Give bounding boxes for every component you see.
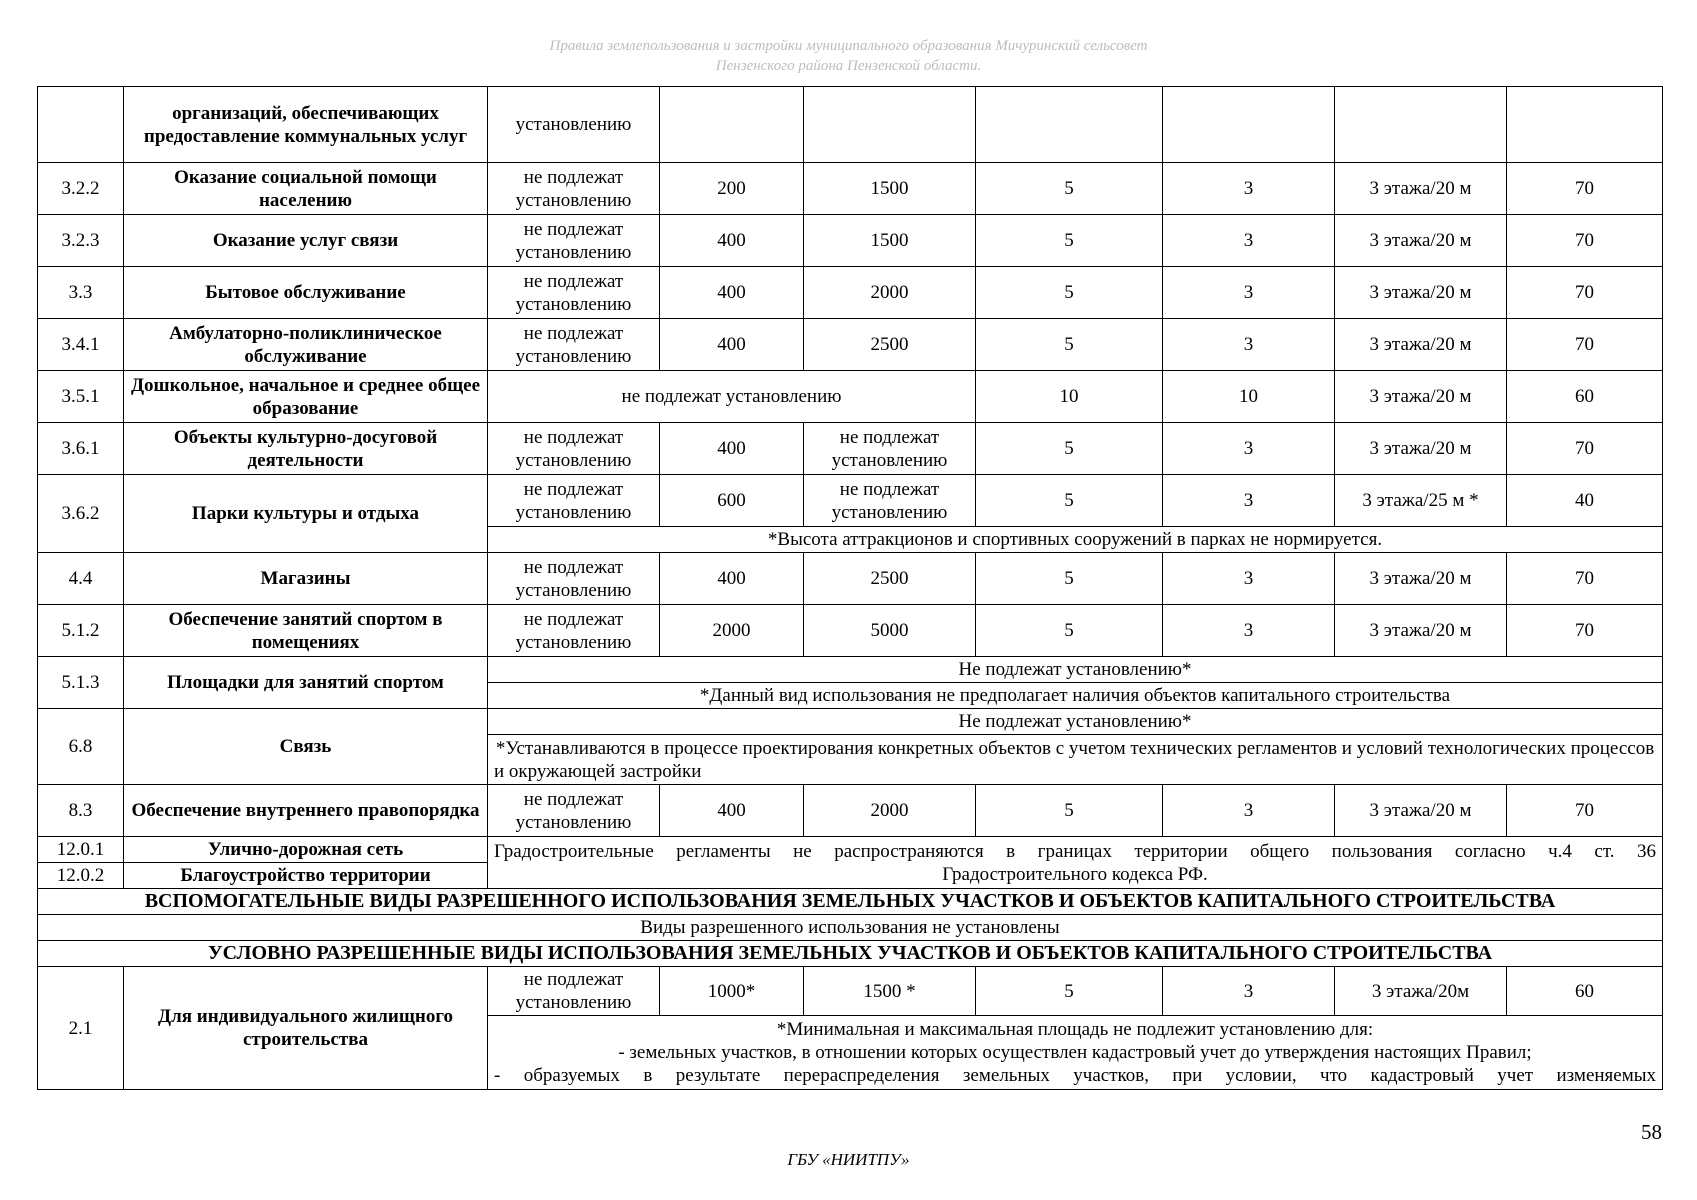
table-row xyxy=(38,837,1663,863)
use-name: Дошкольное, начальное и среднее общее образование xyxy=(124,371,488,423)
min-width-cell: не подлежат установлению xyxy=(488,967,660,1016)
use-name: Площадки для занятий спортом xyxy=(124,657,488,709)
percent-cell: 70 xyxy=(1507,423,1663,475)
use-name: Магазины xyxy=(124,553,488,605)
max-area-cell: не подлежат установлению xyxy=(804,423,976,475)
indent-cell: 3 xyxy=(1163,785,1335,837)
indent-cell: 3 xyxy=(1163,215,1335,267)
merged-cell: не подлежат установлению xyxy=(488,371,976,423)
table-row xyxy=(38,215,1663,267)
indent-cell: 10 xyxy=(976,371,1163,423)
table-row xyxy=(38,709,1663,735)
merged-cell: Не подлежат установлению* xyxy=(488,657,1663,683)
code-cell: 2.1 xyxy=(38,967,124,1090)
indent-cell: 5 xyxy=(976,605,1163,657)
code-cell xyxy=(38,87,124,163)
percent-cell: 70 xyxy=(1507,215,1663,267)
table-row xyxy=(38,475,1663,527)
indent-cell: 3 xyxy=(1163,423,1335,475)
height-cell: 3 этажа/20м xyxy=(1335,967,1507,1016)
use-name: Улично-дорожная сеть xyxy=(124,837,488,863)
min-width-cell: не подлежат установлению xyxy=(488,553,660,605)
min-area-cell: 400 xyxy=(660,785,804,837)
min-area-cell: 400 xyxy=(660,553,804,605)
indent-cell: 3 xyxy=(1163,967,1335,1016)
indent-cell: 5 xyxy=(976,319,1163,371)
use-name: Обеспечение внутреннего правопорядка xyxy=(124,785,488,837)
max-area-cell: 1500 * xyxy=(804,967,976,1016)
height-cell: 3 этажа/20 м xyxy=(1335,163,1507,215)
height-cell: 3 этажа/20 м xyxy=(1335,267,1507,319)
height-cell: 3 этажа/20 м xyxy=(1335,605,1507,657)
section-title-conditional: УСЛОВНО РАЗРЕШЕННЫЕ ВИДЫ ИСПОЛЬЗОВАНИЯ ЗЕМЕЛЬНЫХ УЧАСТКОВ И ОБЪЕКТОВ КАПИТАЛЬНОГО СТРОИТЕЛЬСТВА xyxy=(38,941,1663,967)
running-header xyxy=(0,36,1697,76)
height-cell: 3 этажа/20 м xyxy=(1335,423,1507,475)
header-line-2: Пензенского района Пензенской области. xyxy=(715,58,982,74)
percent-cell: 40 xyxy=(1507,475,1663,527)
max-area-cell: 2500 xyxy=(804,319,976,371)
min-area-cell: 600 xyxy=(660,475,804,527)
header-line-1: Правила землепользования и застройки муниципального образования Мичуринский сельсовет xyxy=(549,38,1148,54)
max-area-cell: 2500 xyxy=(804,553,976,605)
min-area-cell: 2000 xyxy=(660,605,804,657)
percent-cell: 60 xyxy=(1507,371,1663,423)
footer-organization: ГБУ «НИИТПУ» xyxy=(787,1150,910,1169)
max-area-cell: 5000 xyxy=(804,605,976,657)
height-cell: 3 этажа/20 м xyxy=(1335,371,1507,423)
max-area-cell: 1500 xyxy=(804,163,976,215)
max-area-cell: 2000 xyxy=(804,785,976,837)
use-name: Благоустройство территории xyxy=(124,863,488,889)
min-area-cell: 400 xyxy=(660,215,804,267)
indent-cell: 3 xyxy=(1163,267,1335,319)
regulations-table xyxy=(37,86,1663,1090)
code-cell: 4.4 xyxy=(38,553,124,605)
code-cell: 3.5.1 xyxy=(38,371,124,423)
code-cell: 3.6.1 xyxy=(38,423,124,475)
min-width-cell: не подлежат установлению xyxy=(488,163,660,215)
indent-cell: 3 xyxy=(1163,553,1335,605)
indent-cell: 5 xyxy=(976,553,1163,605)
indent-cell: 3 xyxy=(1163,319,1335,371)
percent-cell: 70 xyxy=(1507,605,1663,657)
code-cell: 12.0.2 xyxy=(38,863,124,889)
regulation-note-line-1: Градостроительные регламенты не распространяются в границах территории общего пользования согласно ч.4 ст. 36 xyxy=(494,840,1656,862)
indent-cell: 10 xyxy=(1163,371,1335,423)
table-row xyxy=(38,267,1663,319)
percent-cell: 70 xyxy=(1507,319,1663,371)
max-area-cell: 1500 xyxy=(804,215,976,267)
code-cell: 5.1.2 xyxy=(38,605,124,657)
table-row xyxy=(38,605,1663,657)
table-row xyxy=(38,553,1663,605)
merged-cell: Не подлежат установлению* xyxy=(488,709,1663,735)
indent-cell: 5 xyxy=(976,423,1163,475)
code-cell: 3.3 xyxy=(38,267,124,319)
section-note: Виды разрешенного использования не установлены xyxy=(38,915,1663,941)
use-name: Парки культуры и отдыха xyxy=(124,475,488,553)
code-cell: 8.3 xyxy=(38,785,124,837)
min-area-cell: 200 xyxy=(660,163,804,215)
code-cell: 5.1.3 xyxy=(38,657,124,709)
footnote-line-2: - земельных участков, в отношении которых осуществлен кадастровый учет до утверждения настоящих Правил; xyxy=(618,1042,1532,1063)
indent-cell: 3 xyxy=(1163,605,1335,657)
max-area-cell: не подлежат установлению xyxy=(804,475,976,527)
indent-cell: 5 xyxy=(976,215,1163,267)
min-width-cell: не подлежат установлению xyxy=(488,605,660,657)
min-width-cell: не подлежат установлению xyxy=(488,475,660,527)
height-cell: 3 этажа/20 м xyxy=(1335,785,1507,837)
table-row xyxy=(38,941,1663,967)
height-cell: 3 этажа/20 м xyxy=(1335,215,1507,267)
code-cell: 3.6.2 xyxy=(38,475,124,553)
min-area-cell: 400 xyxy=(660,267,804,319)
code-cell: 6.8 xyxy=(38,709,124,785)
min-width-cell: не подлежат установлению xyxy=(488,267,660,319)
table-row xyxy=(38,319,1663,371)
percent-cell: 60 xyxy=(1507,967,1663,1016)
percent-cell: 70 xyxy=(1507,163,1663,215)
min-area-cell: 400 xyxy=(660,319,804,371)
indent-cell: 5 xyxy=(976,163,1163,215)
indent-cell: 3 xyxy=(1163,163,1335,215)
footnote-cell: *Высота аттракционов и спортивных сооружений в парках не нормируется. xyxy=(488,527,1663,553)
use-name: Объекты культурно-досуговой деятельности xyxy=(124,423,488,475)
table-row xyxy=(38,87,1663,163)
use-name: Связь xyxy=(124,709,488,785)
use-name: Оказание услуг связи xyxy=(124,215,488,267)
table-row xyxy=(38,889,1663,915)
footnote-cell: *Устанавливаются в процессе проектирования конкретных объектов с учетом технических регламентов и условий технологических процессов и окружающей застройки xyxy=(488,735,1663,785)
footnote-cell: *Данный вид использования не предполагает наличия объектов капитального строительства xyxy=(488,683,1663,709)
footnote-line-1: *Минимальная и максимальная площадь не подлежит установлению для: xyxy=(776,1019,1374,1040)
use-name: организаций, обеспечивающих предоставление коммунальных услуг xyxy=(124,87,488,163)
code-cell: 12.0.1 xyxy=(38,837,124,863)
footnote-line-3: - образуемых в результате перераспределения земельных участков, при условии, что кадастровый учет изменяемых xyxy=(494,1065,1656,1086)
use-name: Амбулаторно-поликлиническое обслуживание xyxy=(124,319,488,371)
indent-cell: 5 xyxy=(976,267,1163,319)
table-row xyxy=(38,967,1663,1016)
min-width-cell: установлению xyxy=(488,87,660,163)
use-name: Оказание социальной помощи населению xyxy=(124,163,488,215)
height-cell: 3 этажа/25 м * xyxy=(1335,475,1507,527)
table-row xyxy=(38,163,1663,215)
table-row xyxy=(38,371,1663,423)
percent-cell: 70 xyxy=(1507,553,1663,605)
table-row xyxy=(38,915,1663,941)
min-area-cell: 400 xyxy=(660,423,804,475)
indent-cell: 5 xyxy=(976,785,1163,837)
indent-cell: 5 xyxy=(976,475,1163,527)
height-cell: 3 этажа/20 м xyxy=(1335,553,1507,605)
percent-cell: 70 xyxy=(1507,785,1663,837)
regulation-note-cell xyxy=(488,837,1663,889)
table-row xyxy=(38,785,1663,837)
use-name: Бытовое обслуживание xyxy=(124,267,488,319)
height-cell: 3 этажа/20 м xyxy=(1335,319,1507,371)
percent-cell: 70 xyxy=(1507,267,1663,319)
code-cell: 3.2.2 xyxy=(38,163,124,215)
regulation-note-line-2: Градостроительного кодекса РФ. xyxy=(942,863,1208,885)
min-area-cell: 1000* xyxy=(660,967,804,1016)
use-name: Обеспечение занятий спортом в помещениях xyxy=(124,605,488,657)
indent-cell: 3 xyxy=(1163,475,1335,527)
code-cell: 3.2.3 xyxy=(38,215,124,267)
section-title-auxiliary: ВСПОМОГАТЕЛЬНЫЕ ВИДЫ РАЗРЕШЕННОГО ИСПОЛЬЗОВАНИЯ ЗЕМЕЛЬНЫХ УЧАСТКОВ И ОБЪЕКТОВ КАПИТАЛЬНОГО СТРОИТЕЛЬСТВА xyxy=(38,889,1663,915)
indent-cell: 5 xyxy=(976,967,1163,1016)
page-number: 58 xyxy=(1641,1120,1662,1144)
use-name: Для индивидуального жилищного строительства xyxy=(124,967,488,1090)
max-area-cell: 2000 xyxy=(804,267,976,319)
code-cell: 3.4.1 xyxy=(38,319,124,371)
min-width-cell: не подлежат установлению xyxy=(488,423,660,475)
footnote-cell xyxy=(488,1016,1663,1090)
table-row xyxy=(38,657,1663,683)
min-width-cell: не подлежат установлению xyxy=(488,215,660,267)
min-width-cell: не подлежат установлению xyxy=(488,319,660,371)
table-row xyxy=(38,423,1663,475)
min-width-cell: не подлежат установлению xyxy=(488,785,660,837)
